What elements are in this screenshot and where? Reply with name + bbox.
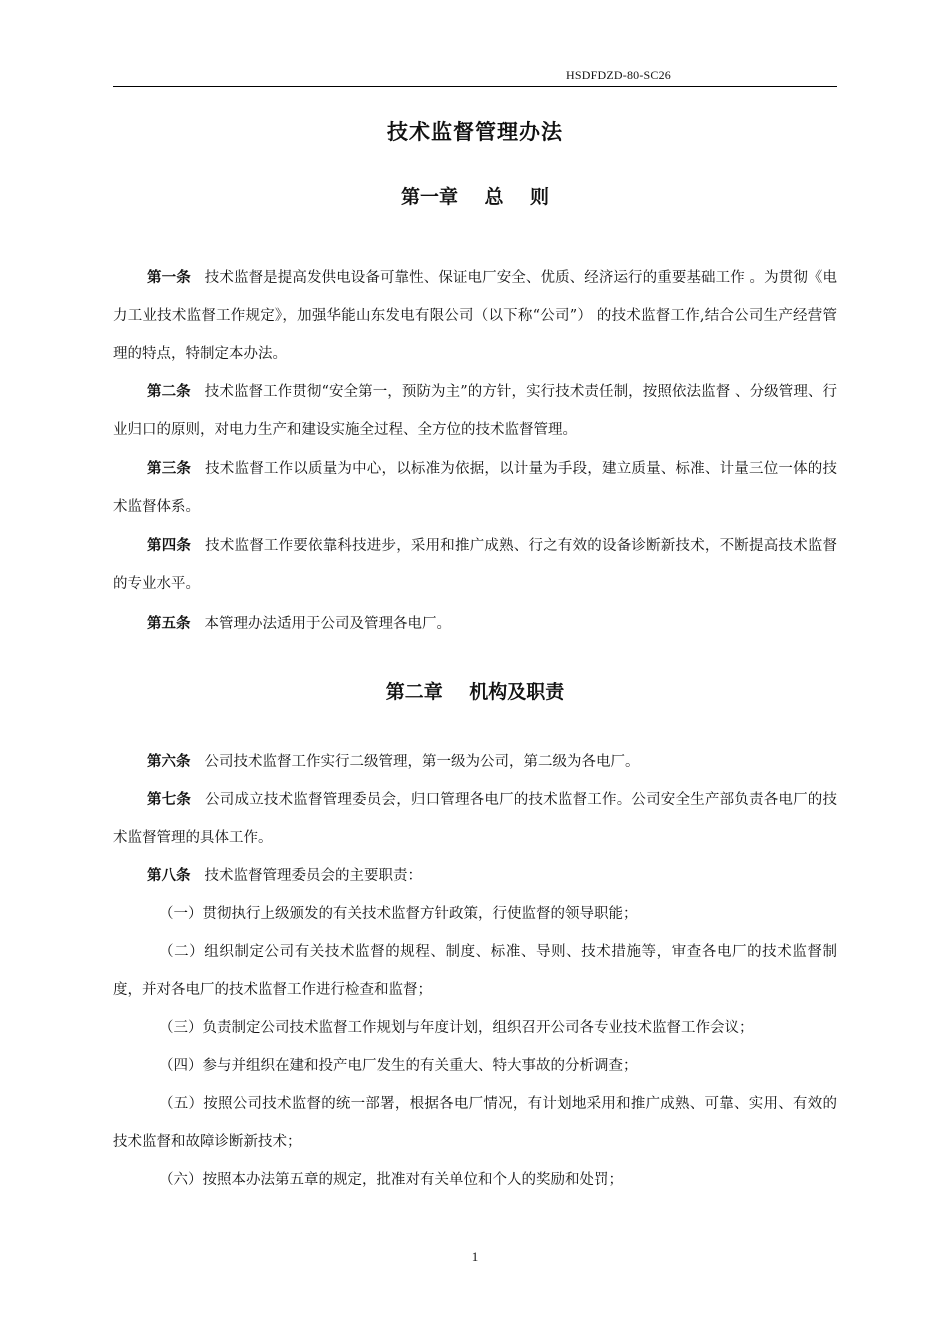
header-rule (113, 86, 837, 87)
article-text: 技术监督工作以质量为中心，以标准为依据，以计量为手段，建立质量、标准、计量三位一体的技术监督体系。 (113, 461, 838, 515)
article-text: 技术监督是提高发供电设备可靠性、保证电厂安全、优质、经济运行的重要基础工作 。为贯彻《电力工业技术监督工作规定》，加强华能山东发电有限公司（以下称“公司”） 的技术监督工作,结合公司生产经营管理的特点，特制定本办法。 (113, 270, 838, 362)
article-5 (113, 605, 837, 643)
article-label: 第八条 (147, 867, 191, 884)
article-label: 第六条 (147, 753, 191, 770)
chapter-1-title: 第一章 总 则 (401, 186, 549, 208)
article-label: 第五条 (147, 615, 191, 632)
article-8 (113, 857, 837, 895)
article-6 (113, 743, 837, 781)
article-3 (113, 450, 837, 526)
article-label: 第四条 (147, 537, 192, 554)
article-text: 技术监督工作贯彻“安全第一，预防为主”的方针，实行技术责任制，按照依法监督 、分级管理、行业归口的原则，对电力生产和建设实施全过程、全方位的技术监督管理。 (113, 384, 837, 438)
duty-item-4: （四）参与并组织在建和投产电厂发生的有关重大、特大事故的分析调查； (159, 1058, 638, 1074)
article-label: 第七条 (147, 791, 192, 808)
page-number: 1 (471, 1249, 479, 1264)
article-label: 第二条 (147, 383, 191, 400)
article-4 (113, 527, 837, 603)
article-1 (113, 259, 837, 373)
article-label: 第一条 (147, 269, 191, 286)
article-label: 第三条 (147, 460, 192, 477)
chapter-2-title: 第二章 机构及职责 (385, 681, 565, 703)
duty-item-3: （三）负责制定公司技术监督工作规划与年度计划，组织召开公司各专业技术监督工作会议； (159, 1020, 754, 1036)
article-7 (113, 781, 837, 857)
article-text: 本管理办法适用于公司及管理各电厂。 (204, 616, 451, 632)
duty-item-6: （六）按照本办法第五章的规定，批准对有关单位和个人的奖励和处罚； (159, 1172, 623, 1188)
duty-item-2: （二）组织制定公司有关技术监督的规程、制度、标准、导则、技术措施等，审查各电厂的技术监督制度，并对各电厂的技术监督工作进行检查和监督； (113, 944, 837, 998)
article-text: 公司成立技术监督管理委员会，归口管理各电厂的技术监督工作。公司安全生产部负责各电厂的技术监督管理的具体工作。 (113, 792, 838, 846)
document-title: 技术监督管理办法 (387, 119, 563, 144)
duty-item-5: （五）按照公司技术监督的统一部署，根据各电厂情况，有计划地采用和推广成熟、可靠、实用、有效的技术监督和故障诊断新技术； (113, 1096, 837, 1150)
duty-item-1: （一）贯彻执行上级颁发的有关技术监督方针政策，行使监督的领导职能； (159, 906, 638, 922)
article-text: 技术监督工作要依靠科技进步，采用和推广成熟、行之有效的设备诊断新技术，不断提高技术监督的专业水平。 (113, 538, 838, 592)
article-2 (113, 373, 837, 449)
article-text: 公司技术监督工作实行二级管理，第一级为公司，第二级为各电厂。 (204, 754, 640, 770)
document-code: HSDFDZD-80-SC26 (566, 68, 672, 82)
article-text: 技术监督管理委员会的主要职责： (204, 868, 422, 884)
